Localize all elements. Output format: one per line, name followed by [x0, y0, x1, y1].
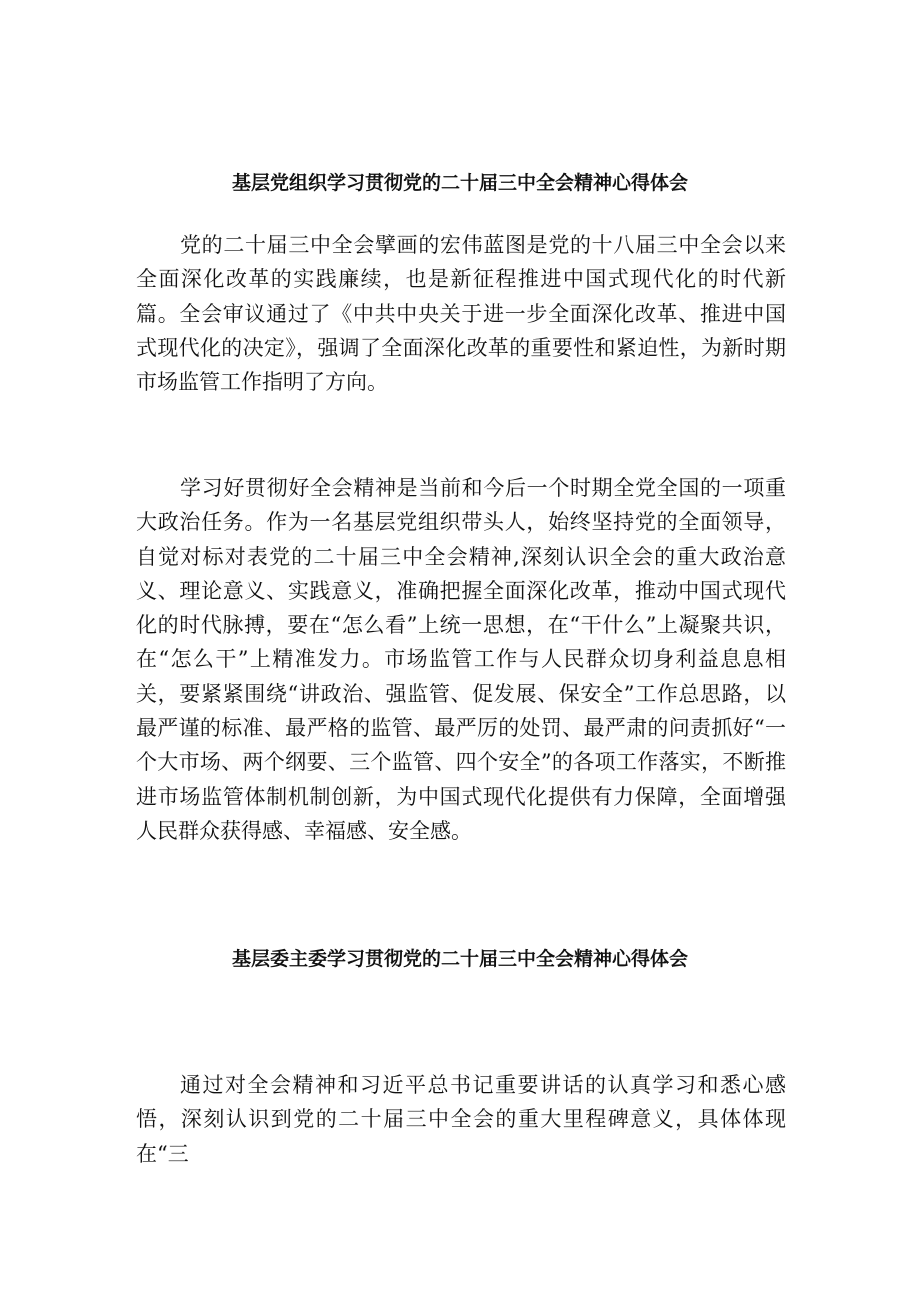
- section-2-paragraph-1: 通过对全会精神和习近平总书记重要讲话的认真学习和悉心感悟，深刻认识到党的二十届三中全会的重大里程碑意义，具体体现在“三: [136, 1073, 786, 1166]
- section-1-paragraph-2: 学习好贯彻好全会精神是当前和今后一个时期全党全国的一项重大政治任务。作为一名基层党组织带头人，始终坚持党的全面领导，自觉对标对表党的二十届三中全会精神,深刻认识全会的重大政治意义、理论意义、实践意义，准确把握全面深化改革，推动中国式现代化的时代脉搏，要在“怎么看”上统一思想，在“干什么”上凝聚共识，在“怎么干”上精准发力。市场监管工作与人民群众切身利益息息相关，要紧紧围绕“讲政治、强监管、促发展、保安全”工作总思路，以最严谨的标准、最严格的监管、最严厉的处罚、最严肃的问责抓好“一个大市场、两个纲要、三个监管、四个安全”的各项工作落实，不断推进市场监管体制机制创新，为中国式现代化提供有力保障，全面增强人民群众获得感、幸福感、安全感。: [136, 476, 786, 843]
- section-1-paragraph-1: 党的二十届三中全会擘画的宏伟蓝图是党的十八届三中全会以来全面深化改革的实践廉续，也是新征程推进中国式现代化的时代新篇。全会审议通过了《中共中央关于进一步全面深化改革、推进中国式现代化的决定》，强调了全面深化改革的重要性和紧迫性，为新时期市场监管工作指明了方向。: [136, 233, 786, 395]
- section-1-title: 基层党组织学习贯彻党的二十届三中全会精神心得体会: [231, 172, 688, 194]
- section-2-title: 基层委主委学习贯彻党的二十届三中全会精神心得体会: [231, 948, 688, 970]
